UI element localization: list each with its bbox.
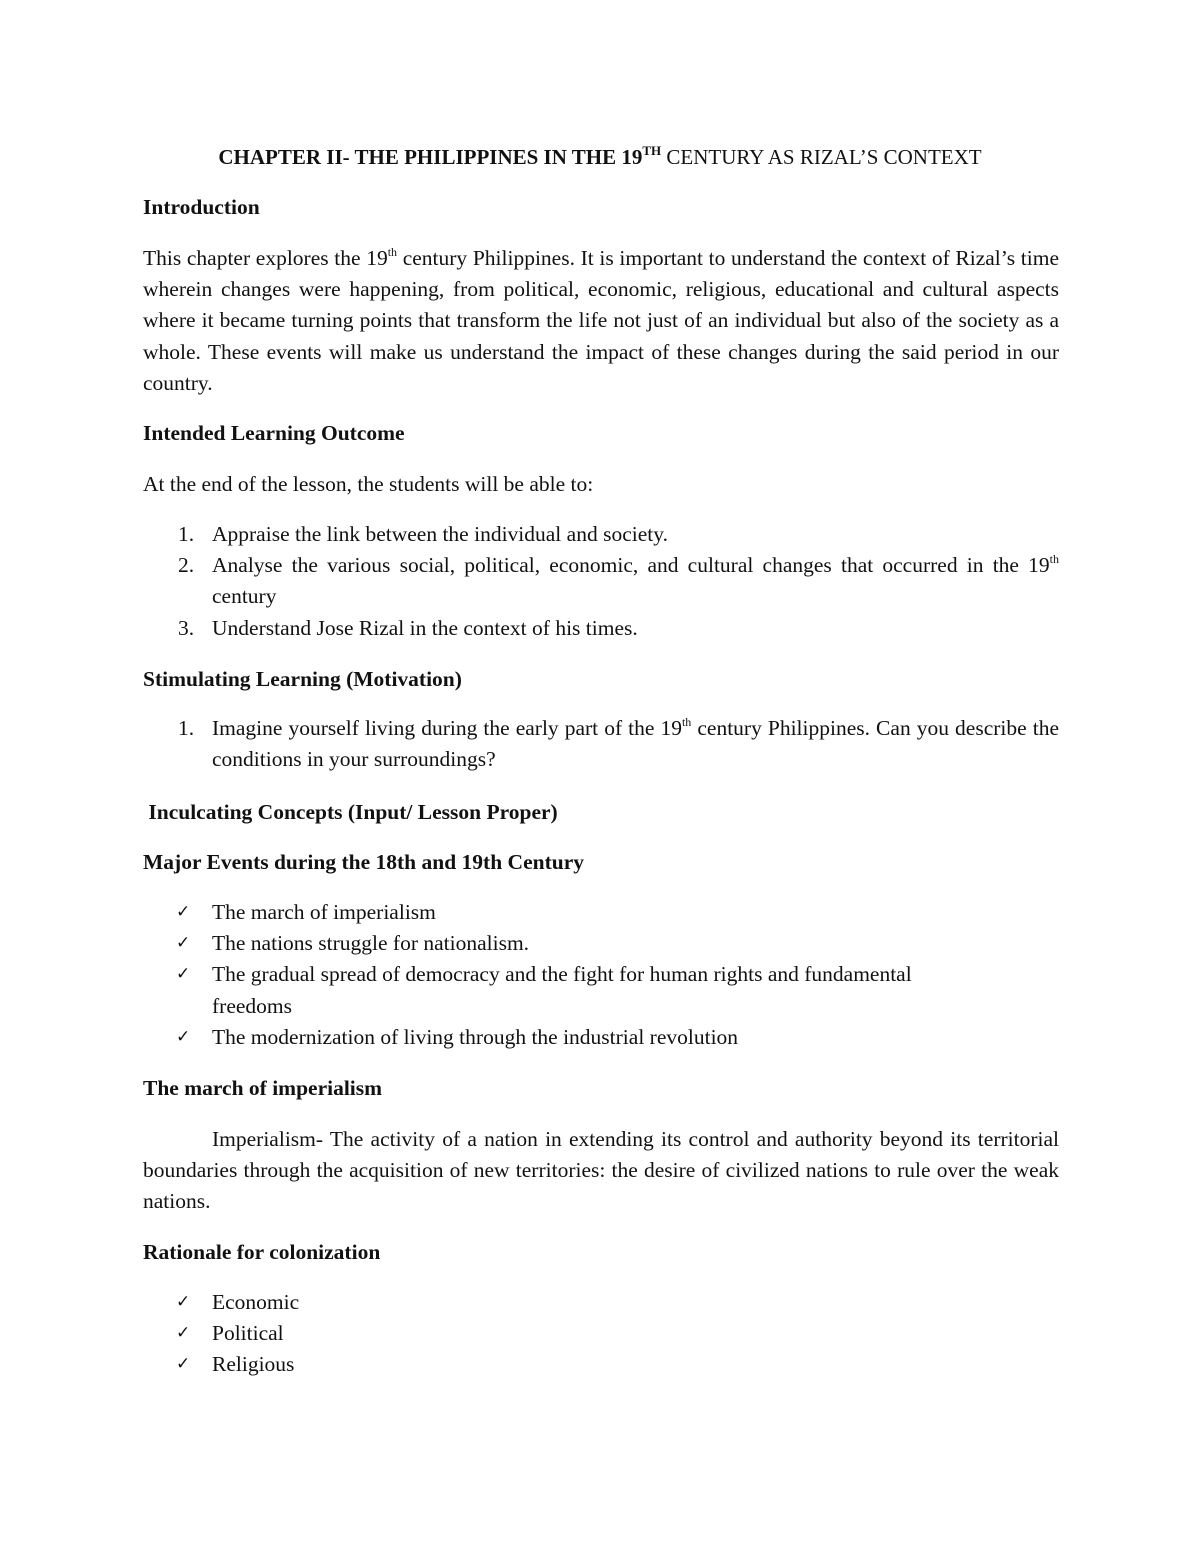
list-item (143, 928, 1023, 959)
list-item (143, 1318, 1059, 1349)
list-item (143, 1349, 1059, 1380)
chapter-title (0, 142, 1200, 172)
list-item-text: The march of imperialism (212, 900, 436, 924)
list-item-text: The modernization of living through the industrial revolution (212, 1024, 739, 1049)
rationale-list (143, 1287, 1059, 1381)
intro-text-rest: century Philippines. It is important to understand the context of Rizal’s time wherein changes were happening, from political, economic, religious, educational and cultural aspects where it became turning points that transform the life not just of an individual but also of the society as a whole. These events will make us understand the impact of these changes during the said period in our country. (143, 246, 1059, 395)
list-item-text: The nations struggle for nationalism. (212, 931, 530, 956)
list-item (143, 613, 1059, 644)
list-item-text: Appraise the link between the individual and society. (212, 522, 668, 546)
introduction-paragraph (143, 243, 1059, 399)
title-superscript: TH (642, 143, 662, 158)
list-item-superscript: th (1049, 552, 1059, 567)
intro-text-start: This chapter explores the 19 (143, 246, 388, 270)
introduction-heading: Introduction (143, 195, 260, 219)
motivation-heading: Stimulating Learning (Motivation) (143, 667, 462, 691)
ilo-heading: Intended Learning Outcome (143, 421, 405, 445)
list-item (143, 550, 1059, 612)
ilo-lead: At the end of the lesson, the students will be able to: (143, 472, 594, 496)
check-icon: ✓ (176, 1323, 191, 1344)
list-number: 3. (178, 615, 195, 640)
title-rest: CENTURY AS RIZAL’S CONTEXT (661, 145, 982, 169)
list-item-text: Understand Jose Rizal in the context of his times. (212, 615, 638, 640)
list-item-text-rest: century (212, 584, 277, 609)
check-icon: ✓ (176, 1354, 191, 1375)
imperialism-heading: The march of imperialism (143, 1076, 383, 1100)
list-number: 1. (178, 716, 195, 740)
list-item (143, 959, 1023, 1021)
list-item-text: Economic (212, 1290, 300, 1314)
list-number: 2. (178, 553, 195, 578)
check-icon: ✓ (176, 1026, 191, 1047)
list-item-superscript: th (681, 715, 692, 729)
rationale-heading: Rationale for colonization (143, 1240, 381, 1264)
ilo-list (143, 519, 1059, 644)
check-icon: ✓ (176, 933, 191, 954)
list-item-text: Imagine yourself living during the early part of the 19 (212, 716, 682, 740)
list-item-text: Religious (212, 1352, 295, 1377)
list-item-text: Political (212, 1321, 284, 1346)
motivation-list (143, 713, 1059, 775)
list-item (143, 897, 1023, 928)
check-icon: ✓ (176, 964, 191, 985)
list-number: 1. (178, 522, 195, 546)
list-item-text: Analyse the various social, political, economic, and cultural changes that occurred in the 19 (212, 553, 1050, 578)
major-events-heading: Major Events during the 18th and 19th Century (143, 850, 584, 874)
list-item (143, 1022, 1023, 1053)
major-events-list (143, 897, 1023, 1053)
list-item-text-rest: century Philippines. Can you describe the conditions in your surroundings? (212, 716, 1059, 772)
imperialism-paragraph: Imperialism- The activity of a nation in extending its control and authority beyond its territorial boundaries through the acquisition of new territories: the desire of civilized nations to rule over the weak nations. (143, 1127, 1059, 1214)
concepts-heading: Inculcating Concepts (Input/ Lesson Proper) (143, 800, 558, 824)
intro-superscript: th (387, 245, 398, 259)
check-icon: ✓ (176, 1292, 191, 1312)
list-item (143, 1287, 1059, 1318)
check-icon: ✓ (176, 902, 191, 922)
title-main: CHAPTER II- THE PHILIPPINES IN THE 19 (218, 145, 643, 169)
list-item (143, 519, 1059, 550)
list-item (143, 713, 1059, 775)
list-item-text: The gradual spread of democracy and the fight for human rights and fundamental freedoms (212, 962, 912, 1018)
